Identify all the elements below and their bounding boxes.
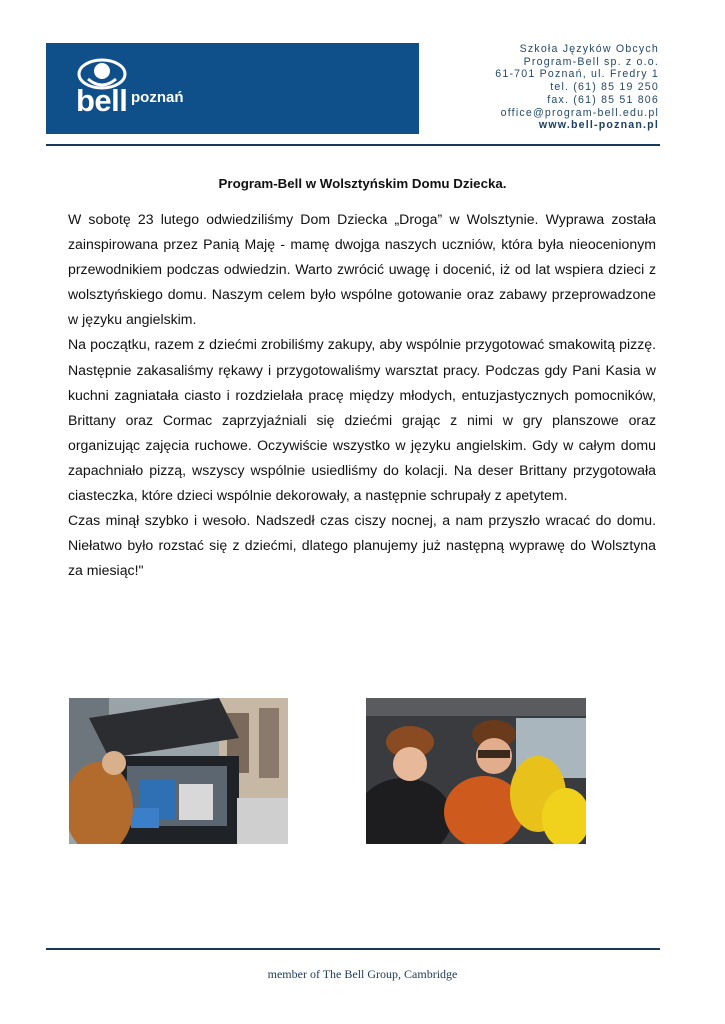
contact-block (495, 43, 659, 132)
paragraph-1: W sobotę 23 lutego odwiedziliśmy Dom Dziecka „Droga” w Wolsztynie. Wyprawa została zainspirowana przez Panią Maję - mamę dwojga naszych uczniów, która była nieocenionym przewodnikiem podczas odwiedzin. Warto zwrócić uwagę i docenić, iż od lat wspiera dzieci z wolsztyńskiego domu. Naszym celem było wspólne gotowanie oraz zabawy przeprowadzone w języku angielskim. (68, 211, 656, 328)
logo-city: poznań (131, 89, 184, 106)
photo-car-interior (366, 698, 586, 844)
article-body (68, 207, 656, 583)
contact-phone: tel. (61) 85 19 250 (550, 81, 659, 94)
contact-company: Program-Bell sp. z o.o. (523, 55, 659, 68)
header-divider (46, 144, 660, 146)
contact-school: Szkoła Języków Obcych (519, 43, 659, 55)
paragraph-2: Na początku, razem z dziećmi zrobiliśmy zakupy, aby wspólnie przygotować smakowitą pizzę. Następnie zakasaliśmy rękawy i przygotowaliśmy warsztat pracy. Podczas gdy Pani Kasia w kuchni zagniatała ciasto i rozdzielała pracę między młodych, entuzjastycznych pomocników, Brittany oraz Cormac zaprzyjaźniali się dziećmi grając z nimi w gry planszowe oraz organizując zajęcia ruchowe. Oczywiście wszystko w języku angielskim. Gdy w całym domu zapachniało pizzą, wszyscy wspólnie usiedliśmy do kolacji. Na deser Brittany przygotowała ciasteczka, które dzieci wspólnie dekorowały, a następnie schrupały z apetytem. (68, 336, 656, 504)
logo-word: bell (76, 83, 128, 118)
photo-car-trunk (69, 698, 288, 844)
footer-text: member of The Bell Group, Cambridge (267, 967, 458, 981)
article-title: Program-Bell w Wolsztyńskim Domu Dziecka. (218, 176, 507, 191)
contact-email[interactable]: office@program-bell.edu.pl (500, 106, 659, 119)
website-link[interactable]: www.bell-poznan.pl (538, 119, 659, 132)
footer-divider (46, 948, 660, 950)
logo-banner (46, 43, 419, 134)
contact-address: 61-701 Poznań, ul. Fredry 1 (495, 68, 659, 81)
paragraph-3: Czas minął szybko i wesoło. Nadszedł czas ciszy nocnej, a nam przyszło wracać do domu. Niełatwo było rozstać się z dziećmi, dlatego planujemy już następną wyprawę do Wolsztyna za miesiąc!" (68, 512, 656, 579)
contact-fax: fax. (61) 85 51 806 (547, 93, 659, 106)
